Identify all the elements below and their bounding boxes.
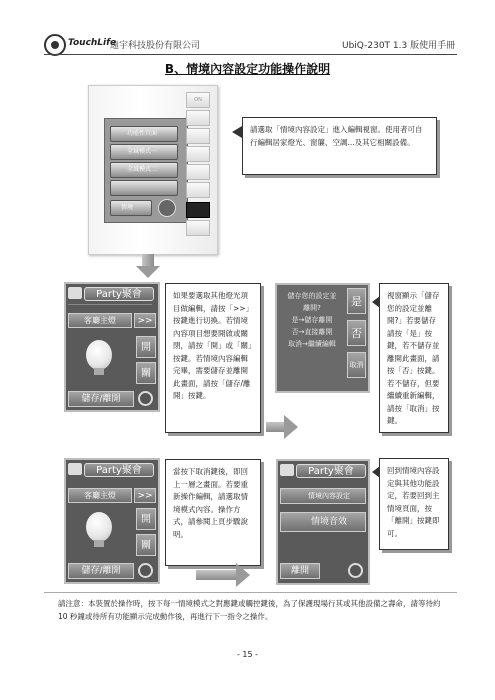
header-divider [44,54,457,55]
exit-button[interactable]: 離開 [280,563,320,579]
manual-title: UbiQ-230T 1.3 版使用手冊 [342,41,456,51]
device-side-key [186,128,210,144]
device-side-key [186,182,210,198]
scene-content-settings-button[interactable]: 情境內容設定 [280,488,366,504]
bulb-base-icon [94,540,104,547]
next-item-button[interactable]: >> [134,488,156,503]
company-logo-icon [44,34,66,56]
light-item-button[interactable]: 客廳主燈 [68,488,132,503]
off-button[interactable]: 關 [136,534,156,556]
confirm-prompt-line: 取消→繼續編輯 [288,340,336,348]
on-button[interactable]: 開 [136,336,156,358]
device-side-key [186,110,210,126]
scene-audio-button[interactable]: 情境音效 [280,512,366,532]
save-exit-button[interactable]: 儲存/離開 [68,563,134,579]
callout-back: 回到情境內容設定與其他功能設定，若要回到主情境頁面，按「離開」按鍵即可。 [379,458,449,550]
device-side-key [186,146,210,162]
wrench-icon [280,464,294,476]
device-menu-item: 功能性頁面 [110,126,178,142]
light-item-button[interactable]: 客廳主燈 [68,313,132,328]
bulb-base-icon [94,368,104,375]
on-button[interactable]: 開 [136,508,156,530]
device-menu-item: 全域模式一 [110,144,178,160]
cancel-button[interactable]: 取消 [347,352,366,378]
callout-cancel: 當按下取消鍵後，即回上一層之畫面。若要重新操作編輯，請選取情境模式內容。操作方式，請參閱上頁步驟說明。 [165,459,261,566]
right-arrow-icon [236,563,250,587]
screen-title: Party聚會 [296,464,366,478]
confirm-prompt-line: 儲存您的設定並 [287,292,337,300]
right-arrow-shaft [266,422,284,432]
save-exit-button[interactable]: 儲存/離開 [68,391,134,407]
company-name: 遠宇科技股份有限公司 [110,41,201,51]
light-bulb-icon [86,340,112,370]
confirm-prompt [279,290,345,350]
device-side-key [186,220,210,236]
device-side-key [186,164,210,180]
divider [68,304,152,305]
callout-edit: 如果要選取其他燈光項目做編輯，請按「>>」按鍵進行切換。若情境內容項目想要開啟或關閉，請按「開」或「關」按鍵。若情境內容編輯完畢，需要儲存並離開此畫面，請按「儲存/離開」按鍵。 [165,283,261,433]
next-item-button[interactable]: >> [134,313,156,328]
device-menu-item: 全域模式二 [110,162,178,178]
wrench-icon [68,463,82,475]
no-button[interactable]: 否 [347,320,366,346]
callout-save-prompt: 視窗顯示「儲存您的設定並離開?」若要儲存請按「是」按鍵，若不儲存並離開此畫面，請按「否」按鍵。若不儲存，但要繼續重新編輯，請按「取消」按鍵。 [379,283,449,433]
off-button[interactable]: 關 [136,362,156,384]
callout-intro: 請選取「情境內容設定」進入編輯視窗。使用者可自行編輯居家燈光、窗簾、空調...及其它相關設備。 [242,117,437,175]
right-arrow-shaft [196,570,236,580]
confirm-prompt-line: 是→儲存離開 [291,316,333,324]
power-icon[interactable] [348,563,363,578]
confirm-prompt-line: 否→直接離開 [291,328,333,336]
screen-title: Party聚會 [84,463,154,477]
device-side-key-active [186,202,210,218]
note-divider [44,592,457,593]
power-icon[interactable] [138,391,153,406]
callout-pointer-icon [232,126,242,138]
down-arrow-shaft [142,254,154,266]
device-menu-item [110,180,178,196]
device-power-icon [158,199,176,217]
usage-note: 請注意：本裝置於操作時，按下每一情境模式之對應鍵或觸控鍵後，為了保護現場行其或其他設備之壽命，請等待約 10 秒鐘或待所有功能顯示完成動作後，再進行下一指令之操作。 [58,599,441,621]
wrench-icon [68,287,82,299]
page-number: - 15 - [236,650,259,659]
section-title: B、情境內容設定功能操作說明 [164,62,331,76]
confirm-prompt-line: 離開? [303,304,321,312]
light-bulb-icon [86,512,112,542]
brand-name: TouchLife [68,38,117,48]
right-arrow-icon [284,415,298,439]
device-footer-button: 情境 [110,200,152,216]
screen-title: Party聚會 [84,287,154,301]
yes-button[interactable]: 是 [347,288,366,314]
down-arrow-icon [136,266,160,278]
device-side-key: ON [186,92,210,108]
power-icon[interactable] [138,563,153,578]
